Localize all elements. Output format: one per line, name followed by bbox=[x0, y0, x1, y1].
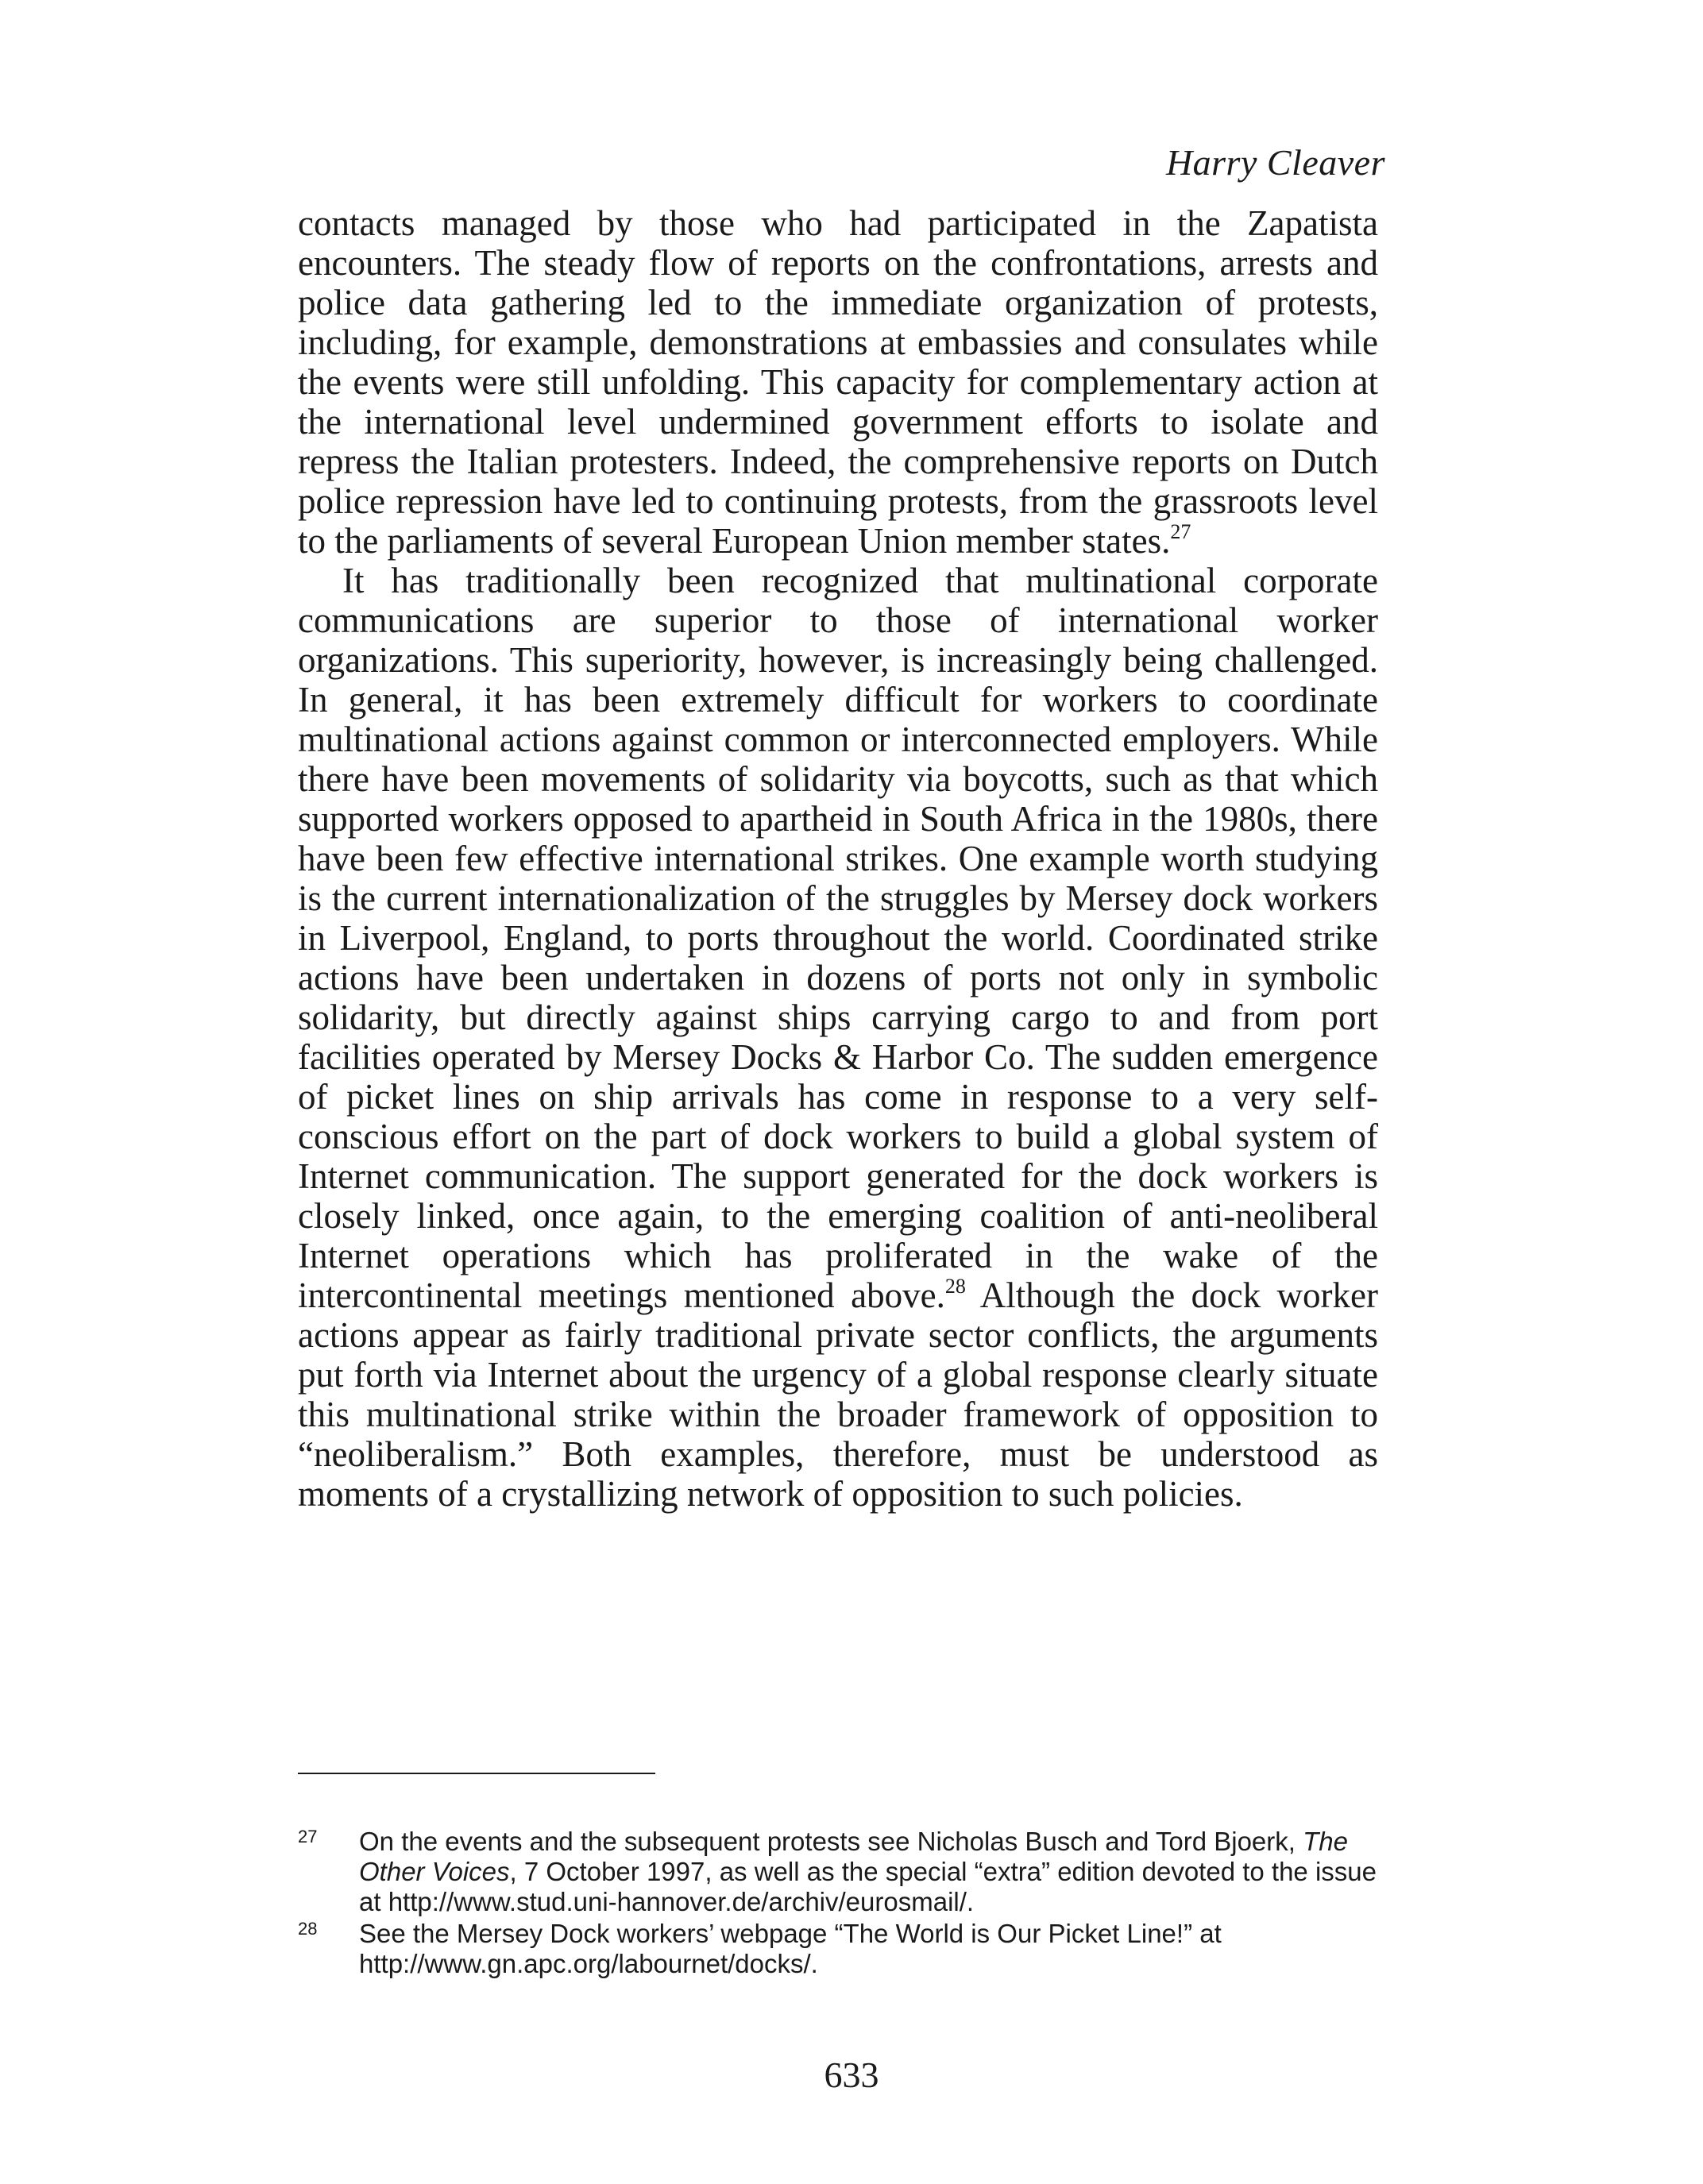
paragraph-2-text-b: Although the dock worker actions appear as fairly traditional private sector conflicts, the arguments put forth via Internet about the urgency of a global response clearly situate this multinational strike within the broader framework of opposition to “neoliberalism.” Both examples, therefore, must be understood as moments of a crystallizing network of opposition to such policies. bbox=[298, 1275, 1378, 1514]
footnote-27-text-a: On the events and the subsequent protests see Nicholas Busch and Tord Bjoerk, bbox=[359, 1827, 1303, 1856]
footnote-27 bbox=[298, 1827, 1378, 1917]
footnote-27-number: 27 bbox=[298, 1827, 318, 1846]
footnote-27-text-b: , 7 October 1997, as well as the special “extra” edition devoted to the issue at http://www.stud.uni-hannover.de/archiv/eurosmail/. bbox=[359, 1857, 1377, 1916]
paragraph-2 bbox=[298, 561, 1378, 1514]
paragraph-1-text: contacts managed by those who had participated in the Zapatista encounters. The steady flow of reports on the confrontations, arrests and police data gathering led to the immediate organization of protests, including, for example, demonstrations at embassies and consulates while the events were still unfolding. This capacity for complementary action at the international level undermined government efforts to isolate and repress the Italian protesters. Indeed, the comprehensive reports on Dutch police repression have led to continuing protests, from the grassroots level to the parliaments of several European Union member states. bbox=[298, 203, 1378, 561]
running-head-author: Harry Cleaver bbox=[1165, 142, 1385, 183]
page-number: 633 bbox=[824, 2055, 879, 2095]
footnote-28 bbox=[298, 1919, 1378, 1979]
footnote-ref-28: 28 bbox=[944, 1275, 966, 1298]
footnote-28-text: See the Mersey Dock workers’ webpage “The World is Our Picket Line!” at http://www.gn.apc.org/labournet/docks/. bbox=[359, 1919, 1222, 1978]
body-text bbox=[298, 203, 1378, 1514]
footnote-ref-27: 27 bbox=[1170, 520, 1191, 543]
footnote-rule bbox=[298, 1773, 655, 1774]
footnote-27-title: The Other Voices bbox=[359, 1827, 1348, 1886]
footnotes bbox=[298, 1827, 1378, 1981]
paragraph-1 bbox=[298, 203, 1378, 561]
footnote-28-number: 28 bbox=[298, 1919, 318, 1939]
paragraph-2-text-a: It has traditionally been recognized that multinational corporate communications are superior to those of international worker organizations. This superiority, however, is increasingly being challenged. In general, it has been extremely difficult for workers to coordinate multinational actions against common or interconnected employers. While there have been movements of solidarity via boycotts, such as that which supported workers opposed to apartheid in South Africa in the 1980s, there have been few effective international strikes. One example worth studying is the current internationalization of the struggles by Mersey dock workers in Liverpool, England, to ports throughout the world. Coordinated strike actions have been undertaken in dozens of ports not only in symbolic solidarity, but directly against ships carrying cargo to and from port facilities operated by Mersey Docks & Harbor Co. The sudden emergence of picket lines on ship arrivals has come in response to a very self-conscious effort on the part of dock workers to build a global system of Internet communication. The support generated for the dock workers is closely linked, once again, to the emerging coalition of anti-neoliberal Internet operations which has proliferated in the wake of the intercontinental meetings mentioned above. bbox=[298, 561, 1378, 1315]
